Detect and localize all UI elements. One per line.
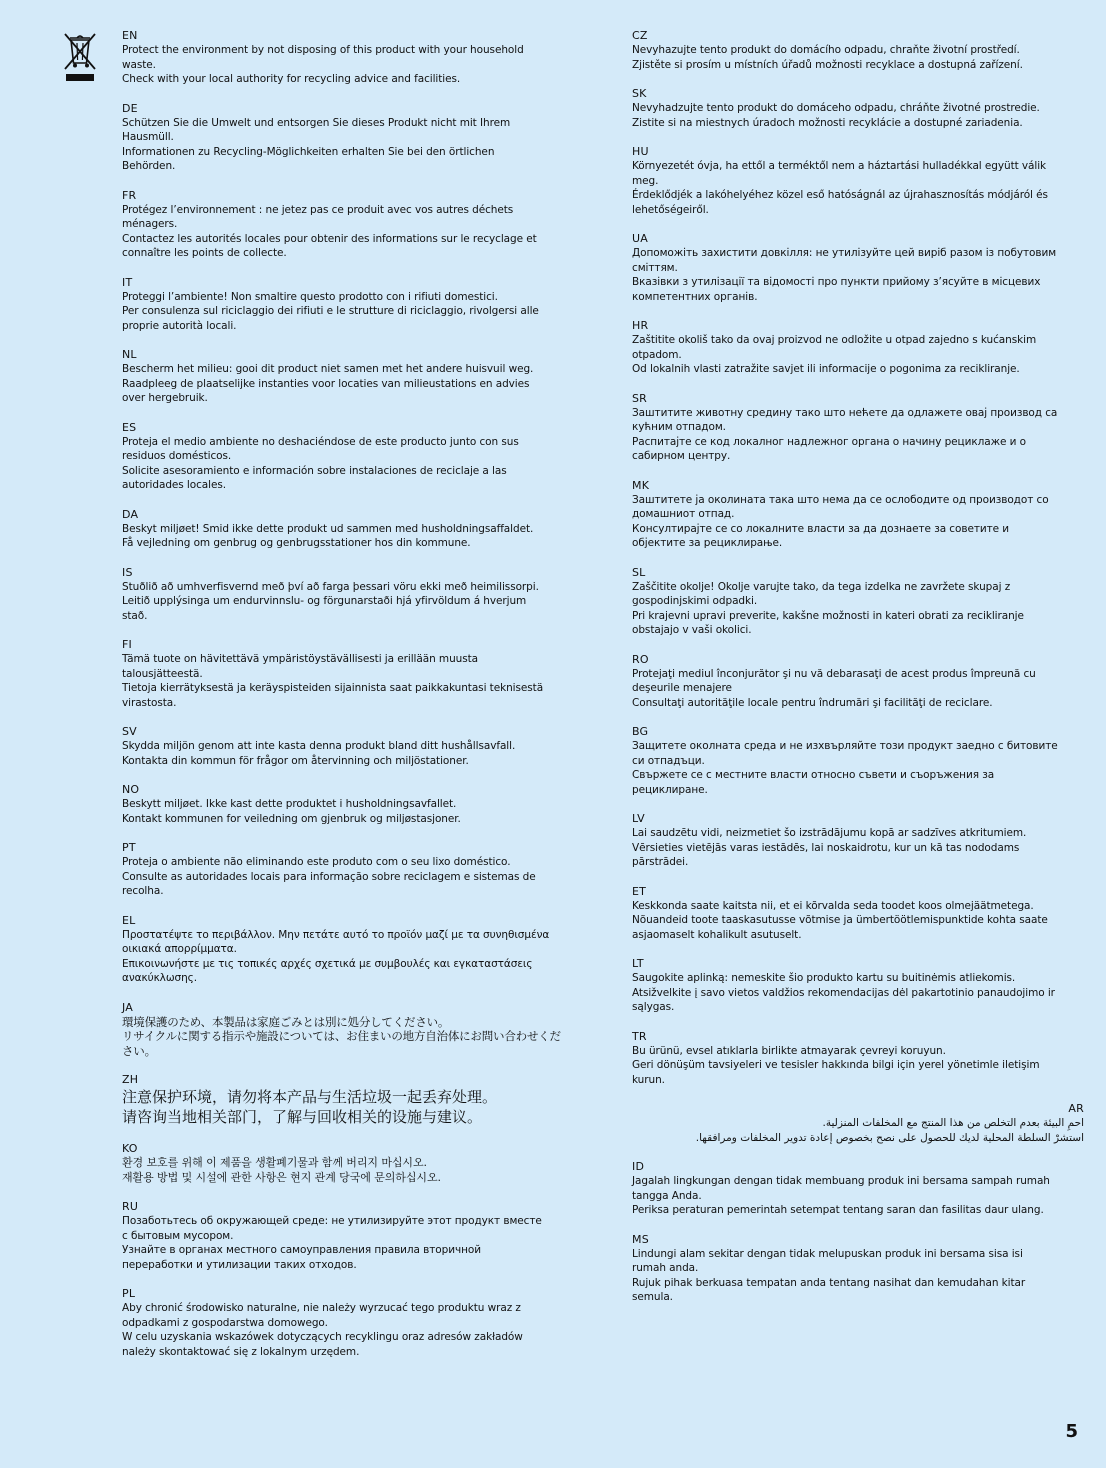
notice-text-line: Консултирајте се со локалните власти за да дознаете за советите и: [632, 522, 1010, 535]
language-block-id: [632, 1159, 1084, 1218]
notice-text-line: 재활용 방법 및 시설에 관한 사항은 현지 관계 당국에 문의하십시오.: [122, 1170, 441, 1184]
notice-text-line: Behörden.: [122, 160, 176, 172]
notice-text-line: Proteggi l’ambiente! Non smaltire questo prodotto con i rifiuti domestici.: [122, 290, 498, 303]
notice-text-line: Környezetét óvja, ha ettől a terméktől nem a háztartási hulladékkal együtt válik: [632, 160, 1047, 172]
language-code: HR: [632, 319, 649, 332]
notice-text-line: Rujuk pihak berkuasa tempatan anda tentang nasihat dan kemudahan kitar: [632, 1276, 1026, 1289]
notice-text-line: Geri dönüşüm tavsiyeleri ve tesisler hakkında bilgi için yerel yönetimle iletişim: [632, 1059, 1040, 1071]
language-code: MS: [632, 1232, 649, 1246]
language-block-ru: [122, 1199, 574, 1272]
notice-text-line: należy skontaktować się z lokalnym urzędem.: [122, 1345, 360, 1358]
notice-text-line: Informationen zu Recycling-Möglichkeiten erhalten Sie bei den örtlichen: [122, 145, 495, 158]
language-code: ZH: [122, 1073, 139, 1086]
notice-text-line: Zaščitite okolje! Okolje varujte tako, da tega izdelka ne zavržete skupaj z: [632, 580, 1011, 593]
language-block-nl: [122, 347, 574, 406]
notice-text-line: 環境保護のため、本製品は家庭ごみとは別に処分してください。: [122, 1014, 450, 1029]
notice-text-line: објектите за рециклирање.: [632, 537, 783, 549]
notice-text-line: Saugokite aplinką: nemeskite šio produkto kartu su buitinėmis atliekomis.: [632, 972, 1016, 984]
notice-text-line: Consultaţi autorităţile locale pentru îndrumări şi facilităţi de reciclare.: [632, 696, 993, 709]
notice-text-line: lehetőségeiről.: [632, 203, 709, 216]
language-code: LV: [632, 812, 645, 825]
language-code: TR: [632, 1029, 647, 1043]
notice-text-line: obstajajo v vaši okolici.: [632, 624, 752, 636]
notice-text-line: Bu ürünü, evsel atıklarla birlikte atmayarak çevreyi koruyun.: [632, 1044, 946, 1057]
language-code: SK: [632, 87, 647, 100]
notice-text-line: Leitið upplýsinga um endurvinnslu- og förgunarstaði hjá yfirvöldum á hverjum: [122, 595, 527, 607]
notice-text-line: waste.: [122, 58, 156, 71]
language-code: EL: [122, 913, 136, 927]
language-code: BG: [632, 725, 649, 738]
notice-text-line: odpadkami z gospodarstwa domowego.: [122, 1316, 328, 1329]
notice-text-line: Bescherm het milieu: gooi dit product niet samen met het andere huisvuil weg.: [122, 363, 534, 375]
notice-text-line: sąlygas.: [632, 1001, 675, 1013]
language-block-et: [632, 884, 1084, 943]
notice-text-line: ménagers.: [122, 218, 178, 230]
notice-text-line: Aby chronić środowisko naturalne, nie należy wyrzucać tego produktu wraz z: [122, 1302, 521, 1314]
notice-text-line: gospodinjskimi odpadki.: [632, 595, 758, 607]
language-block-da: [122, 507, 574, 551]
notice-text-line: Вказівки з утилізації та відомості про пункти прийому з’ясуйте в місцевих: [632, 276, 1041, 288]
notice-text-line: Proteja o ambiente não eliminando este produto com o seu lixo doméstico.: [122, 856, 511, 868]
language-block-pl: [122, 1286, 574, 1359]
notice-text-line: Periksa peraturan pemerintah setempat tentang saran dan fasilitas daur ulang.: [632, 1204, 1044, 1216]
notice-text-line: recolha.: [122, 885, 164, 897]
notice-text-line: virastosta.: [122, 696, 177, 709]
notice-text-line: Tietoja kierrätyksestä ja keräyspisteiden sijainnista saat paikkakuntasi teknisestä: [122, 682, 544, 694]
language-code: PT: [122, 841, 136, 854]
notice-text-line: Защитете околната среда и не изхвърляйте този продукт заедно с битовите: [632, 740, 1058, 752]
notice-text-line: Распитајте се код локалног надлежног органа о начину рециклаже и о: [632, 435, 1026, 448]
notice-text-line: Tämä tuote on hävitettävä ympäristöystävällisesti ja erillään muusta: [122, 653, 478, 665]
notice-text-line: си отпадъци.: [632, 754, 705, 767]
language-block-no: [122, 782, 574, 826]
notice-text-line: Vērsieties vietējās varas iestādēs, lai noskaidrotu, kur un kā tas nododams: [632, 841, 1020, 854]
language-code: RO: [632, 652, 649, 666]
language-code: SV: [122, 725, 137, 738]
weee-crossed-out-bin-icon: [62, 31, 98, 83]
language-code: EN: [122, 29, 138, 42]
notice-text-line: Beskyt miljøet! Smid ikke dette produkt ud sammen med husholdningsaffaldet.: [122, 522, 534, 535]
notice-text-line: Позаботьтесь об окружающей среде: не утилизируйте этот продукт вместе: [122, 1215, 542, 1227]
notice-text-line: connaître les points de collecte.: [122, 247, 287, 259]
language-code: IT: [122, 275, 133, 289]
notice-text-line: proprie autorità locali.: [122, 319, 237, 332]
notice-text-line: Свържете се с местните власти относно съвети и съоръжения за: [632, 769, 995, 781]
notice-text-line: リサイクルに関する指示や施設については、お住まいの地方自治体にお問い合わせくだ: [122, 1029, 561, 1043]
language-block-sl: [632, 565, 1084, 638]
language-code: ID: [632, 1160, 645, 1173]
language-block-sr: [632, 391, 1084, 464]
notice-text-line: сміттям.: [632, 261, 678, 274]
language-block-hr: [632, 318, 1084, 377]
notice-text-line: Od lokalnih vlasti zatražite savjet ili informacije o pogonima za recikliranje.: [632, 363, 1020, 375]
notice-text-line: Pri krajevni upravi preverite, kakšne možnosti in kateri obrati za recikliranje: [632, 609, 1024, 622]
language-block-tr: [632, 1029, 1084, 1088]
language-block-ua: [632, 231, 1084, 304]
language-code: ET: [632, 884, 647, 898]
language-block-fr: [122, 188, 574, 261]
notice-text-line: احمِ البيئة بعدم التخلص من هذا المنتج مع المخلفات المنزلية.: [822, 1117, 1084, 1129]
language-code: KO: [122, 1142, 138, 1155]
notice-text-line: rumah anda.: [632, 1262, 699, 1274]
language-code: JA: [122, 1000, 133, 1014]
language-block-fi: [122, 637, 574, 710]
language-block-bg: [632, 724, 1084, 797]
language-code: SR: [632, 391, 648, 405]
language-code: FR: [122, 188, 137, 202]
notice-text-line: Schützen Sie die Umwelt und entsorgen Sie dieses Produkt nicht mit Ihrem: [122, 116, 511, 129]
notice-text-line: сабирном центру.: [632, 450, 731, 462]
notice-text-line: deşeurile menajere: [632, 682, 732, 694]
notice-text-line: Protejaţi mediul înconjurător şi nu vă debarasaţi de acest produs împreună cu: [632, 667, 1036, 680]
notice-text-line: Zistite si na miestnych úradoch možnosti recyklácie a dostupné zariadenia.: [632, 116, 1023, 129]
notice-text-line: Заштитете ја околината така што нема да се ослободите од производот со: [632, 493, 1049, 506]
notice-text-line: Lindungi alam sekitar dengan tidak melupuskan produk ini bersama sisa isi: [632, 1247, 1023, 1260]
notice-text-line: talousjätteestä.: [122, 667, 203, 680]
notice-text-line: Check with your local authority for recycling advice and facilities.: [122, 73, 461, 85]
notice-text-line: W celu uzyskania wskazówek dotyczących recyklingu oraz adresów zakładów: [122, 1331, 523, 1343]
notice-text-line: residuos domésticos.: [122, 450, 232, 462]
language-code: PL: [122, 1287, 136, 1300]
language-code: NO: [122, 783, 140, 796]
language-block-lv: [632, 811, 1084, 870]
notice-text-line: Få vejledning om genbrug og genbrugsstationer hos din kommune.: [122, 537, 471, 549]
notice-text-line: Contactez les autorités locales pour obtenir des informations sur le recyclage et: [122, 232, 537, 245]
notice-text-line: Lai saudzētu vidi, neizmetiet šo izstrādājumu kopā ar sadzīves atkritumiem.: [632, 827, 1027, 839]
notice-text-line: οικιακά απορρίμματα.: [122, 943, 237, 955]
notice-text-line: pārstrādei.: [632, 856, 689, 868]
notice-text-line: Nevyhadzujte tento produkt do domáceho odpadu, chráňte životné prostredie.: [632, 102, 1040, 114]
language-block-el: [122, 913, 574, 986]
language-code: HU: [632, 145, 649, 158]
notice-text-line: Solicite asesoramiento e información sobre instalaciones de reciclaje a las: [122, 464, 507, 477]
language-code: NL: [122, 348, 137, 361]
notice-text-line: asjaomaselt kohalikult asutuselt.: [632, 928, 802, 941]
language-code: DE: [122, 101, 138, 115]
notice-text-line: Consulte as autoridades locais para informação sobre reciclagem e sistemas de: [122, 870, 536, 883]
notice-text-line: ανακύκλωσης.: [122, 972, 198, 984]
language-code: DA: [122, 507, 139, 521]
notice-text-line: Per consulenza sul riciclaggio dei rifiuti e le strutture di riciclaggio, rivolgersi alle: [122, 305, 539, 317]
language-code: UA: [632, 232, 648, 245]
notice-text-line: Keskkonda saate kaitsta nii, et ei kõrvalda seda toodet koos olmejäätmetega.: [632, 899, 1034, 912]
notice-text-line: 请咨询当地相关部门，了解与回收相关的设施与建议。: [122, 1108, 483, 1126]
notice-text-line: Beskytt miljøet. Ikke kast dette produktet i husholdningsavfallet.: [122, 798, 457, 810]
notice-text-line: компетентних органів.: [632, 290, 758, 303]
notice-text-line: Узнайте в органах местного самоуправления правила вторичной: [122, 1244, 481, 1256]
language-block-ar: [632, 1101, 1084, 1145]
notice-text-line: Érdeklődjék a lakóhelyéhez közel eső hatóságnál az újrahasznosítás módjáról és: [632, 189, 1048, 201]
language-code: SL: [632, 565, 646, 579]
language-block-sv: [122, 724, 574, 768]
notice-text-line: Προστατέψτε το περιβάλλον. Μην πετάτε αυτό το προϊόν μαζί με τα συνηθισμένα: [122, 928, 550, 941]
language-block-ko: [122, 1141, 574, 1185]
notice-text-line: tangga Anda.: [632, 1189, 702, 1202]
notice-text-line: meg.: [632, 174, 659, 187]
language-code: AR: [1068, 1102, 1084, 1115]
notice-text-line: переработки и утилизации таких отходов.: [122, 1258, 357, 1271]
language-block-sk: [632, 86, 1084, 130]
notice-text-line: استشرْ السلطة المحلية لديك للحصول على نصح بخصوص إعادة تدوير المخلفات ومرافقها.: [695, 1131, 1084, 1144]
notice-text-line: otpadom.: [632, 348, 682, 361]
notice-text-line: kurun.: [632, 1073, 665, 1086]
notice-text-line: 환경 보호를 위해 이 제품을 생활폐기물과 함께 버리지 마십시오.: [122, 1156, 427, 1169]
notice-text-line: Proteja el medio ambiente no deshaciéndose de este producto junto con sus: [122, 435, 519, 448]
notice-text-line: Hausmüll.: [122, 131, 174, 143]
language-block-is: [122, 565, 574, 624]
notice-text-line: Zaštitite okoliš tako da ovaj proizvod ne odložite u otpad zajedno s kućanskim: [632, 334, 1037, 346]
notice-text-line: Protégez l’environnement : ne jetez pas ce produit avec vos autres déchets: [122, 203, 514, 216]
right-language-column: [632, 28, 1084, 1319]
notice-text-line: Protect the environment by not disposing of this product with your household: [122, 44, 524, 56]
language-code: ES: [122, 420, 137, 434]
notice-text-line: Kontakta din kommun för frågor om återvinning och miljöstationer.: [122, 754, 469, 767]
notice-text-line: Zjistěte si prosím u místních úřadů možnosti recyklace a dostupná zařízení.: [632, 58, 1023, 71]
language-block-pt: [122, 840, 574, 899]
language-block-en: [122, 28, 574, 87]
notice-text-line: over hergebruik.: [122, 392, 208, 404]
language-block-es: [122, 420, 574, 493]
notice-text-line: 注意保护环境，请勿将本产品与生活垃圾一起丢弃处理。: [122, 1088, 498, 1106]
notice-text-line: Nevyhazujte tento produkt do domácího odpadu, chraňte životní prostředí.: [632, 44, 1020, 56]
notice-text-line: Stuðlið að umhverfisvernd með því að farga þessari vöru ekki með heimilissorpi.: [122, 580, 539, 593]
left-language-column: [122, 28, 574, 1373]
language-block-it: [122, 275, 574, 334]
notice-text-line: semula.: [632, 1291, 673, 1303]
language-code: IS: [122, 565, 133, 579]
language-block-cz: [632, 28, 1084, 72]
language-block-ms: [632, 1232, 1084, 1305]
notice-text-line: Skydda miljön genom att inte kasta denna produkt bland ditt hushållsavfall.: [122, 740, 516, 752]
notice-text-line: Kontakt kommunen for veiledning om gjenbruk og miljøstasjoner.: [122, 812, 461, 825]
notice-text-line: Atsižvelkite į savo vietos valdžios rekomendacijas dėl pakartotinio panaudojimo ir: [632, 986, 1055, 999]
notice-text-line: с бытовым мусором.: [122, 1229, 234, 1242]
page-number: 5: [1065, 1421, 1078, 1442]
language-code: RU: [122, 1200, 139, 1213]
language-code: LT: [632, 957, 644, 970]
notice-text-line: Nõuandeid toote taaskasutusse võtmise ja ümbertöötlemispunktide kohta saate: [632, 914, 1048, 926]
notice-text-line: кућним отпадом.: [632, 421, 726, 433]
language-block-hu: [632, 144, 1084, 217]
notice-text-line: Допоможіть захистити довкілля: не утилізуйте цей виріб разом із побутовим: [632, 247, 1057, 259]
notice-text-line: autoridades locales.: [122, 479, 227, 491]
notice-text-line: рециклиране.: [632, 783, 708, 796]
language-block-ja: [122, 1000, 574, 1059]
language-code: CZ: [632, 29, 648, 42]
language-block-zh: [122, 1072, 574, 1127]
language-code: FI: [122, 638, 132, 651]
notice-text-line: さい。: [122, 1043, 156, 1058]
language-block-ro: [632, 652, 1084, 711]
language-block-lt: [632, 956, 1084, 1015]
notice-text-line: Jagalah lingkungan dengan tidak membuang produk ini bersama sampah rumah: [632, 1175, 1050, 1187]
notice-text-line: stað.: [122, 609, 148, 622]
notice-text-line: Raadpleeg de plaatselijke instanties voor locaties van milieustations en advies: [122, 377, 530, 390]
notice-text-line: Επικοινωνήστε με τις τοπικές αρχές σχετικά με συμβουλές και εγκαταστάσεις: [122, 957, 533, 970]
notice-text-line: домашниот отпад.: [632, 508, 735, 520]
language-block-de: [122, 101, 574, 174]
notice-text-line: Заштитите животну средину тако што нећете да одлажете овај производ са: [632, 406, 1058, 419]
language-block-mk: [632, 478, 1084, 551]
language-code: MK: [632, 478, 650, 492]
